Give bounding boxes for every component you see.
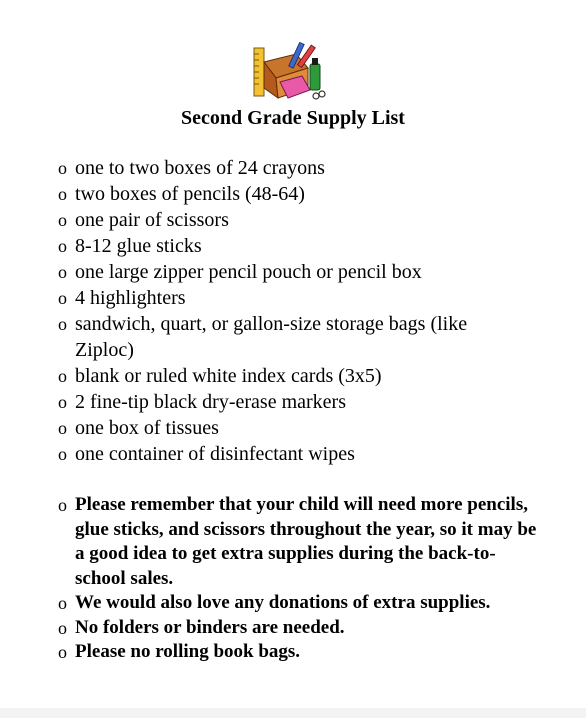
list-item-text: 4 highlighters: [75, 287, 186, 309]
list-item: [58, 311, 528, 363]
bullet-icon: o: [58, 210, 67, 230]
list-item: [58, 259, 528, 285]
note-text: Please remember that your child will need more pencils, glue sticks, and scissors throughout the year, so it may be a good idea to get extra supplies during the back-to-school sales.: [75, 494, 537, 589]
page-title: Second Grade Supply List: [181, 107, 405, 129]
list-item-text: one large zipper pencil pouch or pencil box: [75, 261, 422, 283]
bullet-icon: o: [58, 158, 67, 178]
bullet-icon: o: [58, 184, 67, 204]
note-item: [58, 616, 538, 641]
list-item-text: blank or ruled white index cards (3x5): [75, 365, 382, 387]
bullet-icon: o: [58, 444, 67, 464]
list-item: [58, 285, 528, 311]
note-item: [58, 591, 538, 616]
bullet-icon: o: [58, 617, 67, 638]
list-item-text: 2 fine-tip black dry-erase markers: [75, 391, 346, 413]
bullet-icon: o: [58, 418, 67, 438]
bullet-icon: o: [58, 236, 67, 256]
notes-list: [58, 493, 538, 665]
bullet-icon: o: [58, 262, 67, 282]
note-item: [58, 640, 538, 665]
note-text: Please no rolling book bags.: [75, 641, 301, 662]
list-item: [58, 233, 528, 259]
list-item: [58, 155, 528, 181]
list-item: [58, 389, 528, 415]
note-text: We would also love any donations of extra supplies.: [75, 592, 491, 613]
school-supplies-icon: [250, 40, 326, 102]
list-item: [58, 363, 528, 389]
list-item-text: one container of disinfectant wipes: [75, 443, 355, 465]
note-text: No folders or binders are needed.: [75, 616, 345, 638]
bullet-icon: o: [58, 314, 67, 334]
bullet-icon: o: [58, 392, 67, 412]
page-bottom-edge: [0, 708, 586, 718]
bullet-icon: o: [58, 288, 67, 308]
bullet-icon: o: [58, 495, 67, 515]
bullet-icon: o: [58, 642, 67, 662]
bullet-icon: o: [58, 366, 67, 386]
list-item-text: 8-12 glue sticks: [75, 235, 202, 257]
list-item-text: sandwich, quart, or gallon-size storage bags (like Ziploc): [75, 313, 468, 361]
bullet-icon: o: [58, 593, 67, 613]
list-item-text: two boxes of pencils (48-64): [75, 183, 305, 205]
list-item: [58, 207, 528, 233]
supply-list: [58, 155, 528, 467]
list-item: [58, 181, 528, 207]
list-item-text: one pair of scissors: [75, 209, 229, 231]
list-item-text: one to two boxes of 24 crayons: [75, 157, 325, 179]
list-item: [58, 441, 528, 467]
note-item: [58, 493, 538, 591]
list-item-text: one box of tissues: [75, 417, 219, 439]
list-item: [58, 415, 528, 441]
